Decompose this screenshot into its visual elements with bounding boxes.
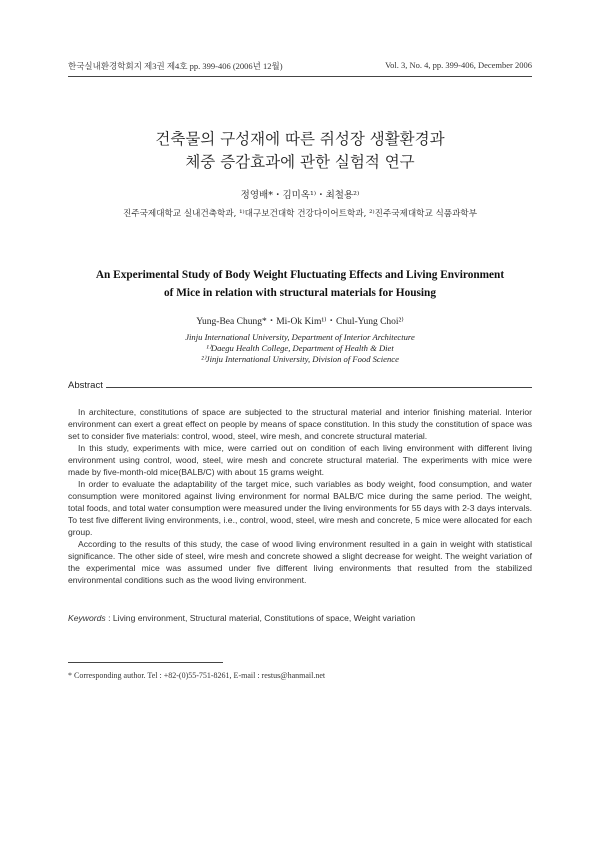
english-affiliations — [0, 332, 600, 365]
abstract-label: Abstract — [68, 380, 106, 391]
abstract-paragraph-4: According to the results of this study, the case of wood living environment resulted in a gain in weight with statistical significance. The other side of steel, wire mesh and concrete showed a slight decrease for weight. The weight variation of the experimental mice was assumed under five different living environments that resulted from the stabilized environmental conditions such as the wood living environment. — [68, 539, 532, 585]
header-journal-korean: 한국실내환경학회지 제3권 제4호 pp. 399-406 (2006년 12월) — [68, 61, 283, 71]
abstract-paragraph-2: In this study, experiments with mice, were carried out on condition of each living environment with different living environment using control, wood, steel, wire mesh and concrete structural material. The experiments with mice were made by five-month-old mice(BALB/C) with about 15 grams weight. — [68, 443, 532, 477]
keywords — [68, 613, 532, 623]
affiliation-line-3: ²⁾Jinju International University, Division of Food Science — [201, 354, 399, 364]
running-header — [68, 60, 532, 74]
english-title-line-1: An Experimental Study of Body Weight Fluctuating Effects and Living Environment — [95, 269, 505, 281]
affiliation-line-2: ¹⁾Daegu Health College, Department of Health & Diet — [206, 343, 394, 353]
korean-affiliations: 진주국제대학교 실내건축학과, ¹⁾대구보건대학 건강다이어트학과, ²⁾진주국제대학교 식품과학부 — [123, 209, 477, 219]
keywords-label: Keywords — [68, 613, 106, 623]
abstract-heading — [68, 380, 532, 394]
korean-title-line-2: 체중 증감효과에 관한 실험적 연구 — [185, 153, 415, 171]
korean-authors: 정영배*・김미옥¹⁾・최철용²⁾ — [240, 190, 360, 201]
keywords-text: : Living environment, Structural material, Constitutions of space, Weight variation — [105, 613, 416, 623]
korean-title — [0, 128, 600, 174]
abstract-paragraph-3: In order to evaluate the adaptability of the target mice, such variables as body weight, food consumption, and water consumption were monitored against living environment for normal BALB/C mice during the same period. The weight, total foods, and total water consumption were measured under the living environments for 55 days with 2-3 days intervals. To test five different living environments, i.e., control, wood, steel, wire mesh and concrete, 5 mice were allocated for each group. — [68, 479, 532, 537]
english-title — [40, 266, 560, 302]
abstract-paragraph-1: In architecture, constitutions of space are subjected to the structural material and interior finishing material. Interior environment can exert a great effect on people by means of space constitution. In this study the constitution of space was set to consider five materials: control, wood, steel, wire mesh, and concrete structural material. — [68, 407, 532, 441]
header-divider — [68, 76, 532, 77]
footnote-divider — [68, 662, 223, 663]
affiliation-line-1: Jinju International University, Department of Interior Architecture — [185, 332, 415, 342]
korean-title-line-1: 건축물의 구성재에 따른 쥐성장 생활환경과 — [155, 130, 445, 148]
english-authors: Yung-Bea Chung*・Mi-Ok Kim¹⁾・Chul-Yung Choi²⁾ — [196, 317, 404, 327]
corresponding-author-footnote: * Corresponding author. Tel : +82-(0)55-751-8261, E-mail : restus@hanmail.net — [68, 671, 326, 680]
header-journal-english: Vol. 3, No. 4, pp. 399-406, December 2006 — [385, 60, 532, 70]
abstract-body — [68, 406, 532, 586]
english-title-line-2: of Mice in relation with structural materials for Housing — [164, 287, 436, 299]
abstract-rule — [68, 387, 532, 388]
